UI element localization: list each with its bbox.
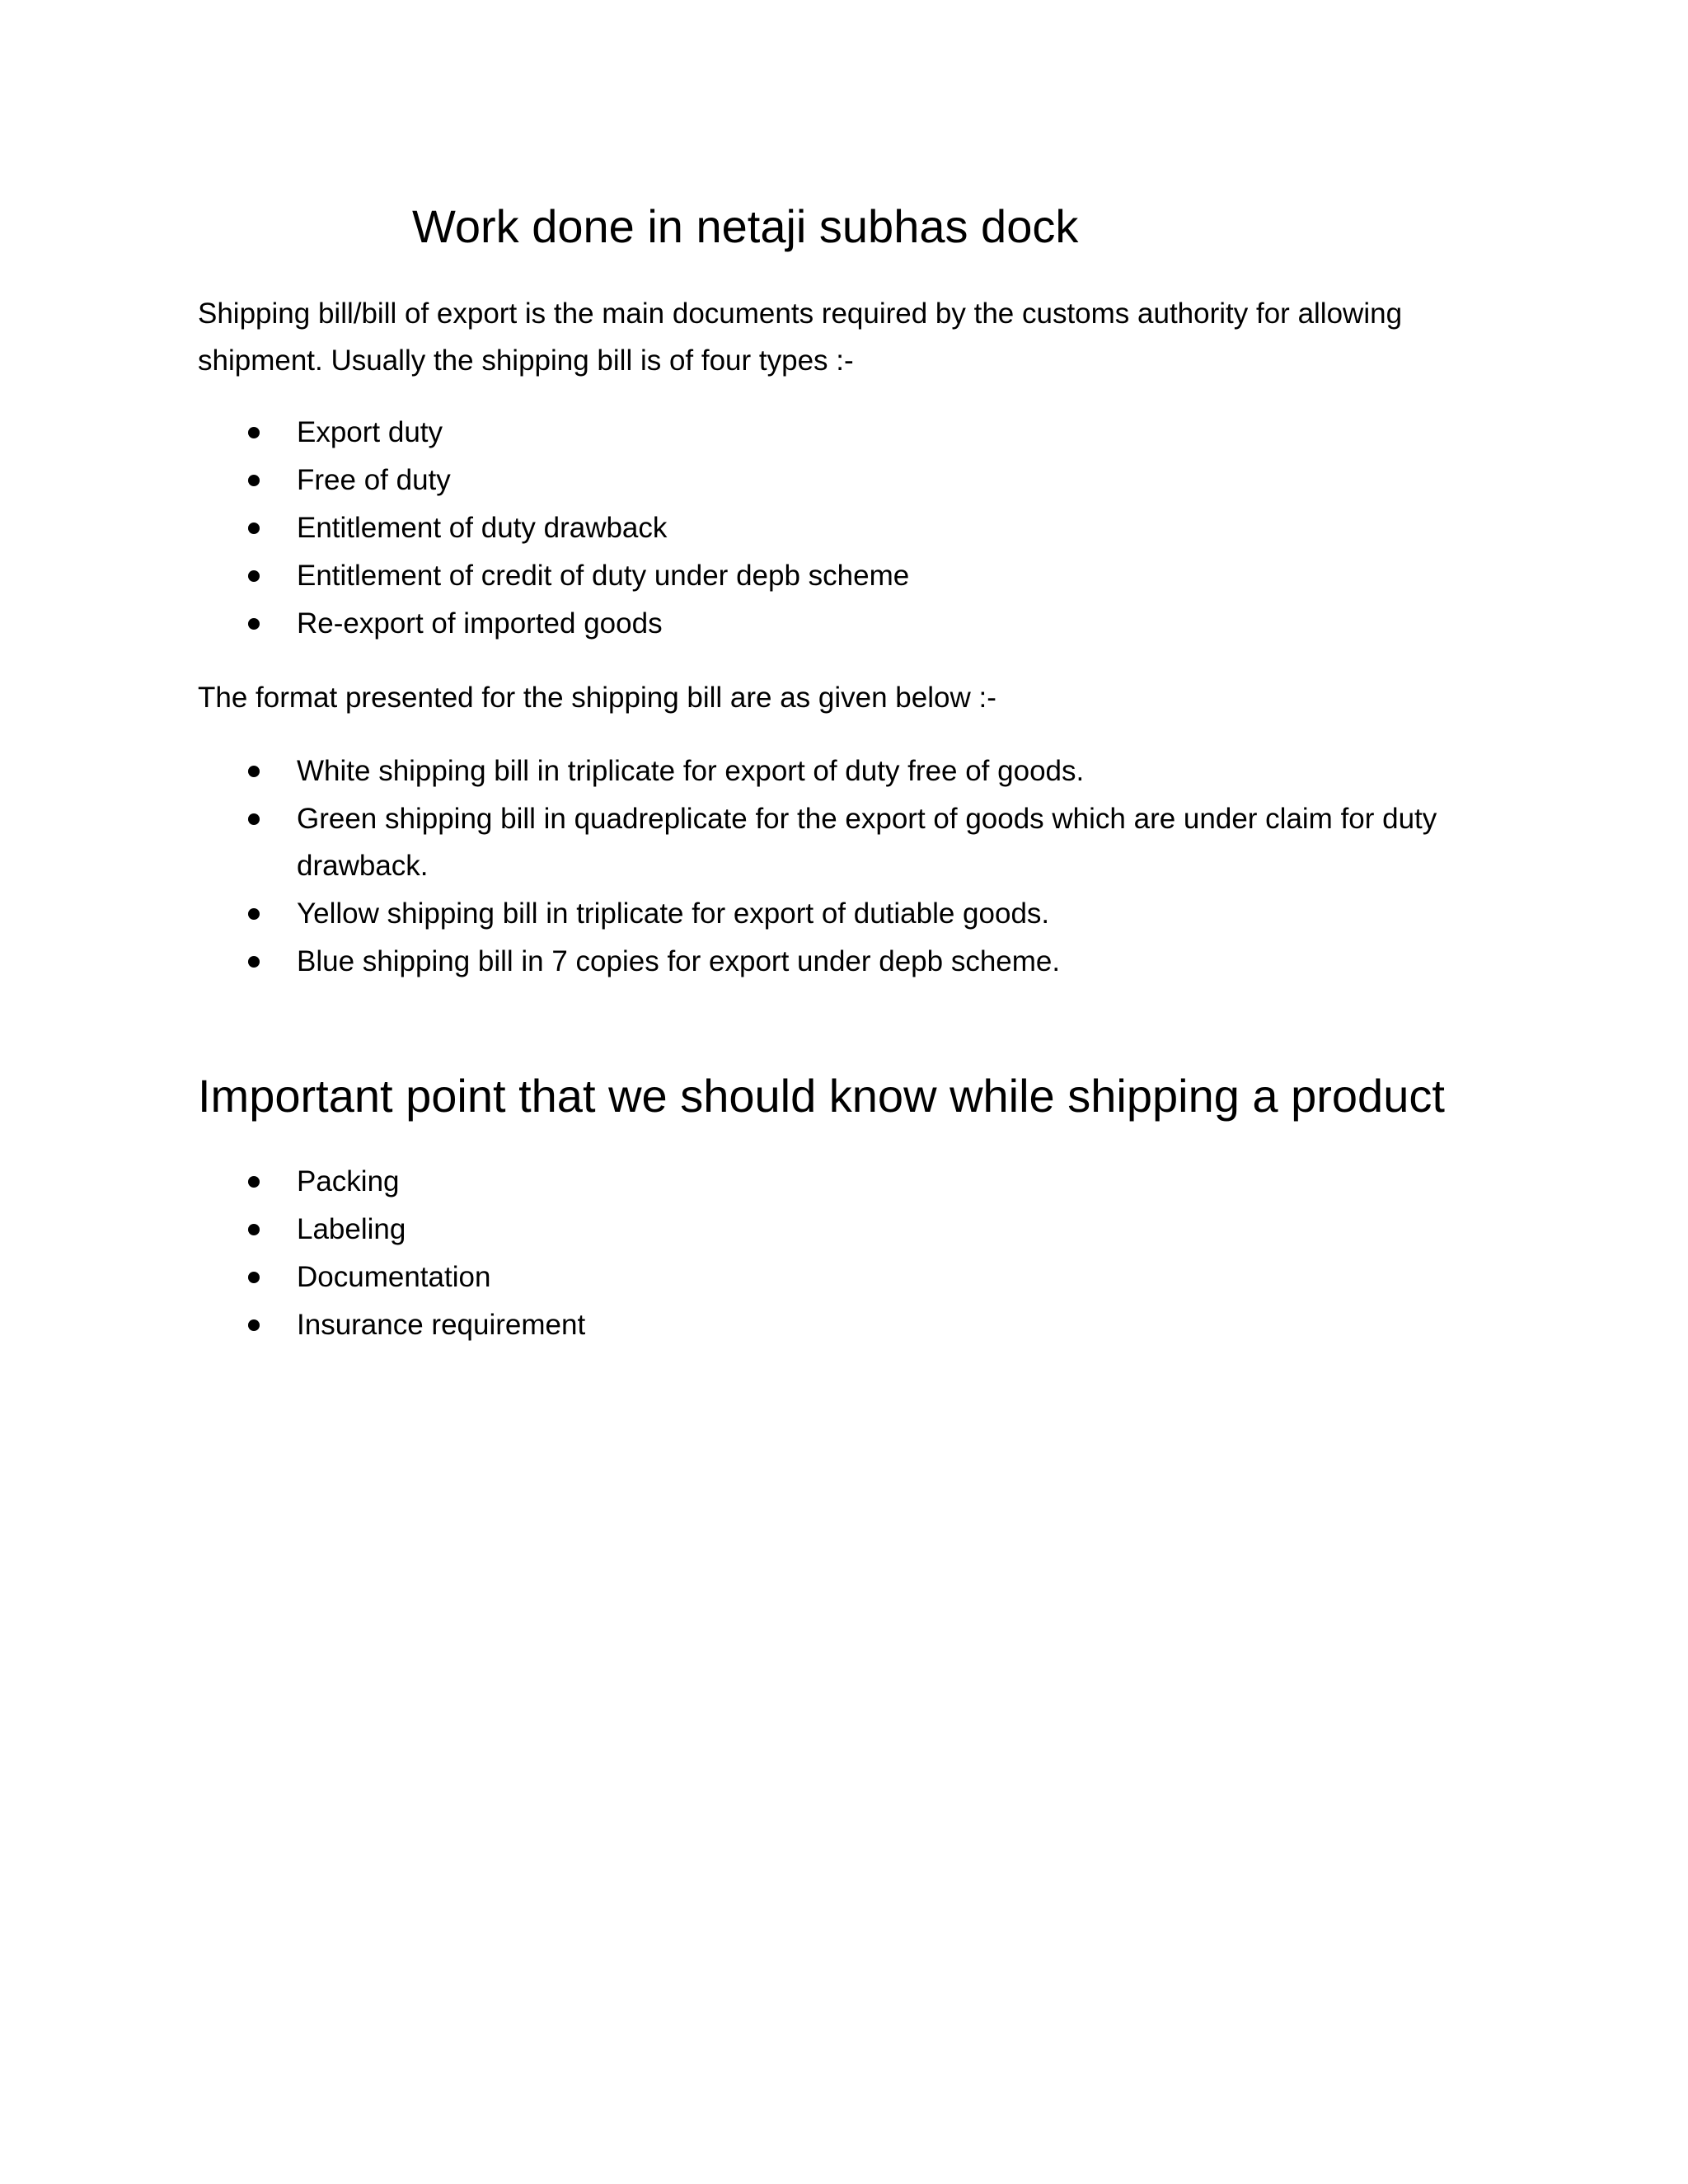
bullet-icon bbox=[248, 1319, 260, 1331]
list-item-text: Entitlement of duty drawback bbox=[297, 512, 668, 544]
list-item-text: Entitlement of credit of duty under depb scheme bbox=[297, 560, 910, 592]
bullet-icon bbox=[248, 570, 260, 582]
bullet-icon bbox=[248, 475, 260, 486]
intro-paragraph: Shipping bill/bill of export is the main documents required by the customs authority for allowing shipment. Usually the shipping bill is of four types :- bbox=[198, 298, 1403, 377]
list-item-text: Yellow shipping bill in triplicate for export of dutiable goods. bbox=[297, 898, 1050, 930]
list-item-text: Documentation bbox=[297, 1261, 491, 1293]
list-item bbox=[198, 600, 1484, 647]
bullet-icon bbox=[248, 813, 260, 825]
bullet-icon bbox=[248, 908, 260, 920]
list-item-text: Green shipping bill in quadreplicate for the export of goods which are under claim for duty drawback. bbox=[297, 803, 1437, 882]
list-item-text: Free of duty bbox=[297, 464, 451, 496]
bullet-icon bbox=[248, 1176, 260, 1188]
list-item bbox=[198, 1301, 1484, 1348]
list-item-text: Insurance requirement bbox=[297, 1309, 586, 1341]
list-item-text: Re-export of imported goods bbox=[297, 607, 663, 640]
list-item bbox=[198, 1206, 1484, 1253]
bullet-icon bbox=[248, 427, 260, 438]
list-item-text: White shipping bill in triplicate for export of duty free of goods. bbox=[297, 755, 1085, 787]
bullet-icon bbox=[248, 1272, 260, 1283]
bullet-icon bbox=[248, 766, 260, 777]
list-item-text: Packing bbox=[297, 1165, 400, 1197]
format-intro-paragraph: The format presented for the shipping bill are as given below :- bbox=[198, 682, 996, 714]
bullet-icon bbox=[248, 1224, 260, 1235]
list-item bbox=[198, 748, 1484, 794]
shipping-bill-formats-list bbox=[198, 748, 1484, 986]
list-item bbox=[198, 409, 1484, 456]
bullet-icon bbox=[248, 618, 260, 630]
list-item bbox=[198, 1158, 1484, 1205]
list-item bbox=[198, 457, 1484, 504]
shipping-points-list bbox=[198, 1158, 1484, 1349]
list-item bbox=[198, 1254, 1484, 1301]
list-item bbox=[198, 552, 1484, 599]
list-item-text: Blue shipping bill in 7 copies for export under depb scheme. bbox=[297, 945, 1061, 977]
list-item bbox=[198, 504, 1484, 551]
list-item bbox=[198, 890, 1484, 937]
section-heading: Important point that we should know while shipping a product bbox=[198, 1070, 1445, 1122]
list-item-text: Labeling bbox=[297, 1213, 406, 1245]
bullet-icon bbox=[248, 956, 260, 968]
shipping-bill-types-list bbox=[198, 409, 1484, 648]
page-title: Work done in netaji subhas dock bbox=[412, 200, 1079, 252]
list-item bbox=[198, 938, 1484, 985]
list-item bbox=[198, 795, 1484, 889]
list-item-text: Export duty bbox=[297, 416, 443, 448]
bullet-icon bbox=[248, 523, 260, 534]
